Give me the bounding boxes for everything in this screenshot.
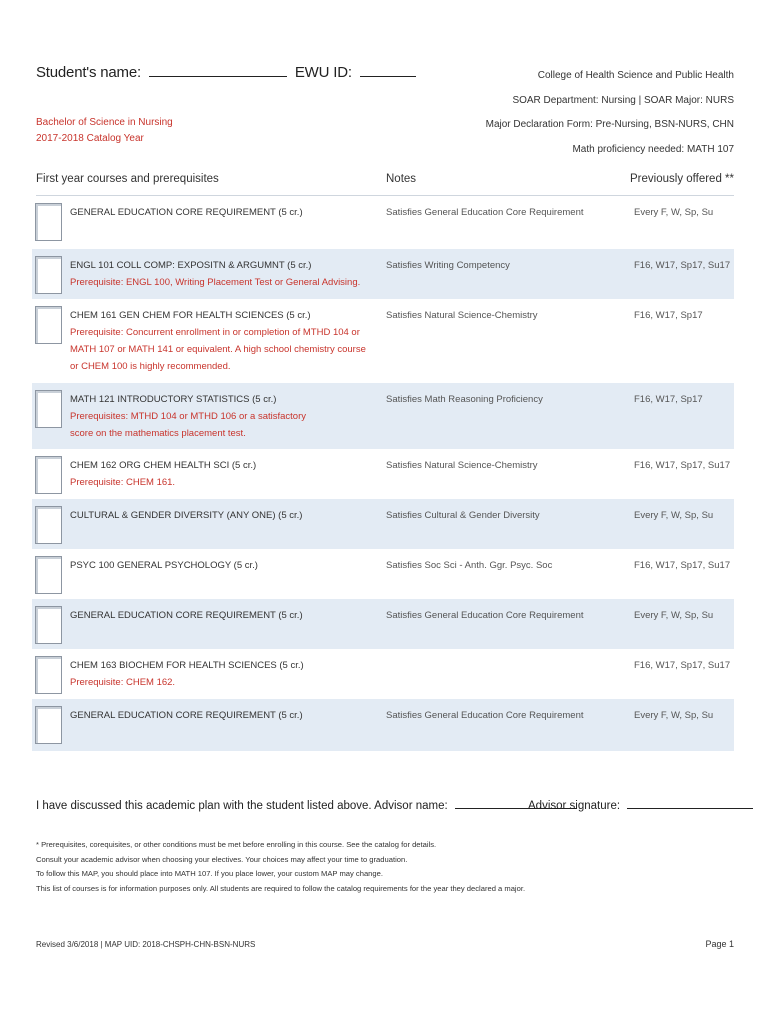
course-offered: F16, W17, Sp17, Su17 bbox=[634, 660, 731, 671]
course-note: Satisfies Natural Science-Chemistry bbox=[386, 310, 538, 321]
course-checkbox[interactable] bbox=[35, 606, 62, 644]
course-checkbox[interactable] bbox=[35, 656, 62, 694]
course-cell bbox=[70, 457, 370, 491]
course-cell bbox=[70, 657, 370, 691]
advisor-signature-field[interactable] bbox=[627, 794, 753, 809]
course-note: Satisfies Writing Competency bbox=[386, 260, 510, 271]
footnote-prerequisites: * Prerequisites, corequisites, or other conditions must be met before enrolling in this course. See the catalog for details. bbox=[36, 840, 437, 849]
soar-department: SOAR Department: Nursing | SOAR Major: NURS bbox=[512, 94, 734, 106]
course-title: GENERAL EDUCATION CORE REQUIREMENT (5 cr.) bbox=[70, 207, 303, 218]
advisor-signature bbox=[528, 794, 753, 812]
course-checkbox[interactable] bbox=[35, 306, 62, 344]
course-title: GENERAL EDUCATION CORE REQUIREMENT (5 cr.) bbox=[70, 610, 303, 621]
ewu-id-field[interactable] bbox=[360, 62, 416, 77]
course-prerequisite: Prerequisite: CHEM 162. bbox=[70, 677, 176, 688]
course-offered: F16, W17, Sp17, Su17 bbox=[634, 460, 731, 471]
course-offered: F16, W17, Sp17 bbox=[634, 394, 703, 405]
table-row bbox=[32, 599, 734, 649]
course-title: PSYC 100 GENERAL PSYCHOLOGY (5 cr.) bbox=[70, 560, 258, 571]
course-cell bbox=[70, 391, 370, 442]
course-checkbox[interactable] bbox=[35, 706, 62, 744]
table-row bbox=[32, 249, 734, 299]
footnote-electives: Consult your academic advisor when choosing your electives. Your choices may affect your time to graduation. bbox=[36, 854, 408, 864]
course-title: ENGL 101 COLL COMP: EXPOSITN & ARGUMNT (5 cr.) bbox=[70, 260, 312, 271]
course-note: Satisfies Cultural & Gender Diversity bbox=[386, 510, 540, 521]
course-note: Satisfies Soc Sci - Anth. Ggr. Psyc. Soc bbox=[386, 560, 553, 571]
course-offered: Every F, W, Sp, Su bbox=[634, 610, 714, 621]
course-note: Satisfies Natural Science-Chemistry bbox=[386, 460, 538, 471]
course-offered: F16, W17, Sp17, Su17 bbox=[634, 560, 731, 571]
column-course: First year courses and prerequisites bbox=[36, 173, 219, 185]
table-row bbox=[32, 699, 734, 751]
course-offered: F16, W17, Sp17, Su17 bbox=[634, 260, 731, 271]
course-cell bbox=[70, 707, 370, 724]
course-cell bbox=[70, 257, 370, 291]
major-declaration-form: Major Declaration Form: Pre-Nursing, BSN-NURS, CHN bbox=[485, 119, 734, 130]
course-offered: Every F, W, Sp, Su bbox=[634, 710, 714, 721]
table-row bbox=[32, 299, 734, 383]
course-cell bbox=[70, 557, 370, 574]
course-note: Satisfies General Education Core Requirement bbox=[386, 207, 584, 218]
revision-info: Revised 3/6/2018 | MAP UID: 2018-CHSPH-CHN-BSN-NURS bbox=[36, 940, 256, 949]
college-info bbox=[486, 64, 734, 162]
catalog-year: 2017-2018 Catalog Year bbox=[36, 133, 144, 144]
college-name: College of Health Science and Public Health bbox=[537, 70, 734, 81]
course-offered: Every F, W, Sp, Su bbox=[634, 510, 714, 521]
course-cell bbox=[70, 307, 370, 375]
table-row bbox=[32, 499, 734, 549]
course-title: MATH 121 INTRODUCTORY STATISTICS (5 cr.) bbox=[70, 394, 277, 405]
course-title: CHEM 163 BIOCHEM FOR HEALTH SCIENCES (5 cr.) bbox=[70, 660, 304, 671]
column-offered: Previously offered ** bbox=[630, 173, 734, 185]
course-checkbox[interactable] bbox=[35, 556, 62, 594]
course-note: Satisfies General Education Core Requirement bbox=[386, 710, 584, 721]
course-note: Satisfies General Education Core Requirement bbox=[386, 610, 584, 621]
course-note: Satisfies Math Reasoning Proficiency bbox=[386, 394, 543, 405]
course-prerequisite: Prerequisites: MTHD 104 or MTHD 106 or a satisfactory score on the mathematics placement test. bbox=[70, 411, 306, 439]
course-prerequisite: Prerequisite: CHEM 161. bbox=[70, 477, 176, 488]
course-title: CHEM 162 ORG CHEM HEALTH SCI (5 cr.) bbox=[70, 460, 257, 471]
table-row bbox=[32, 383, 734, 449]
table-row bbox=[32, 449, 734, 499]
course-offered: F16, W17, Sp17 bbox=[634, 310, 703, 321]
math-proficiency: Math proficiency needed: MATH 107 bbox=[572, 143, 734, 155]
course-prerequisite: Prerequisite: Concurrent enrollment in or completion of MTHD 104 or MATH 107 or MATH 141 or equivalent. A high school chemistry course or CHEM 100 is highly recommended. bbox=[70, 327, 366, 372]
student-info-line bbox=[36, 62, 416, 81]
course-title: GENERAL EDUCATION CORE REQUIREMENT (5 cr.) bbox=[70, 710, 303, 721]
advisor-signature-label: Advisor signature: bbox=[528, 800, 621, 812]
student-name-label: Student's name: bbox=[36, 64, 141, 81]
program-info bbox=[36, 115, 173, 147]
course-checkbox[interactable] bbox=[35, 203, 62, 241]
course-checkbox[interactable] bbox=[35, 456, 62, 494]
course-checkbox[interactable] bbox=[35, 390, 62, 428]
footnote-math-placement: To follow this MAP, you should place into MATH 107. If you place lower, your custom MAP may change. bbox=[36, 869, 383, 878]
footnote-information: This list of courses is for information purposes only. All students are required to follow the catalog requirements for the year they declared a major. bbox=[36, 883, 526, 893]
column-notes: Notes bbox=[386, 173, 417, 185]
program-name: Bachelor of Science in Nursing bbox=[36, 117, 173, 128]
ewu-id-label: EWU ID: bbox=[294, 64, 352, 81]
course-cell bbox=[70, 507, 370, 524]
course-cell bbox=[70, 204, 370, 221]
advisor-statement bbox=[36, 794, 577, 812]
course-checkbox[interactable] bbox=[35, 506, 62, 544]
advisor-name-label: I have discussed this academic plan with the student listed above. Advisor name: bbox=[36, 800, 448, 812]
course-prerequisite: Prerequisite: ENGL 100, Writing Placement Test or General Advising. bbox=[70, 277, 361, 288]
table-row bbox=[32, 549, 734, 599]
course-table bbox=[32, 196, 734, 751]
table-row bbox=[32, 649, 734, 699]
course-offered: Every F, W, Sp, Su bbox=[634, 207, 714, 218]
table-header bbox=[36, 173, 734, 196]
course-cell bbox=[70, 607, 370, 624]
course-title: CULTURAL & GENDER DIVERSITY (ANY ONE) (5 cr.) bbox=[70, 510, 303, 521]
course-checkbox[interactable] bbox=[35, 256, 62, 294]
footnotes bbox=[36, 838, 525, 896]
table-row bbox=[32, 196, 734, 249]
course-title: CHEM 161 GEN CHEM FOR HEALTH SCIENCES (5 cr.) bbox=[70, 310, 311, 321]
page-number: Page 1 bbox=[705, 939, 734, 949]
student-name-field[interactable] bbox=[149, 62, 287, 77]
